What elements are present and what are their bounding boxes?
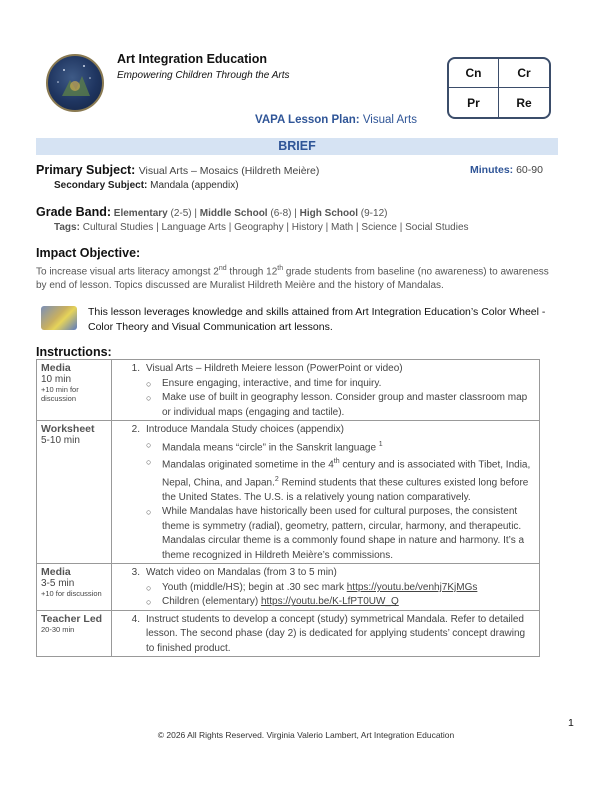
brief-banner: BRIEF [36,138,558,155]
step-text: Instruct students to develop a concept (study) symmetrical Mandala. Refer to detailed lesson. The second phase (day 2) is dedicated for applying students’ concept drawing to finished product. [146,613,526,654]
children-video-link[interactable]: https://youtu.be/K-LfPT0UW_Q [260,596,399,608]
table-row [37,360,540,421]
impact-text-3: grade students from baseline (no awareness) to awareness by end of lesson. Topics discussed are Muralist Hildreth Meière and the history of Mandalas. [36,266,549,292]
table-row [37,564,540,611]
bullet-text-part: Mandalas originated sometime in the 4 [162,459,334,471]
row-body [112,564,540,611]
row-type: Worksheet [41,423,95,435]
row-note: 20-30 min [41,624,75,634]
bullet-text [162,581,477,596]
secondary-value: Mandala (appendix) [150,180,239,191]
instructions-heading: Instructions: [36,345,112,359]
row-type: Media [41,566,71,579]
table-row [37,610,540,657]
bullet-icon: ○ [146,507,152,518]
org-title: Art Integration Education [117,52,267,66]
footnote-ref: 1 [378,440,383,448]
color-wheel-thumbnail [41,306,77,330]
tags [54,222,469,233]
row-duration: 5-10 min [41,435,80,446]
bullet-text-part: Youth (middle/HS); begin at .30 sec mark [162,581,347,593]
org-subtitle: Empowering Children Through the Arts [117,70,290,81]
plan-value: Visual Arts [362,114,417,126]
grade-elementary: Elementary [113,208,168,219]
bullet-text: Make use of built in geography lesson. Consider group and master classroom map or individual maps (engaging and tactile). [162,392,528,418]
tags-value: Cultural Studies | Language Arts | Geography | History | Math | Science | Social Studies [82,222,469,233]
lesson-plan-title [0,114,612,126]
primary-label: Primary Subject: [36,163,136,177]
minutes-label: Minutes: [470,164,514,176]
row-label [37,421,112,564]
ordinal-sup: th [333,458,340,466]
grade-middle: Middle School [199,208,268,219]
bullet-icon: ○ [146,597,152,608]
impact-text [36,262,556,293]
impact-sup-2: th [277,265,284,272]
row-body [112,421,540,564]
bullet-text [162,438,383,456]
secondary-label: Secondary Subject: [54,180,148,191]
minutes [470,164,543,176]
row-body [112,360,540,421]
row-body [112,610,540,657]
primary-subject [36,163,319,177]
footer-copyright: © 2026 All Rights Reserved. Virginia Valerio Lambert, Art Integration Education [157,730,455,740]
primary-value: Visual Arts – Mosaics (Hildreth Meière) [138,165,320,177]
bullet-text-part: Children (elementary) [162,596,261,608]
grade-elementary-range: (2-5) [170,208,192,219]
bullet-text-part: Remind students that these cultures existed long before the United States. The U.S. is a relatively young nation comparatively. [162,477,529,503]
impact-heading: Impact Objective: [36,246,141,260]
secondary-subject [54,180,239,191]
bullet-icon: ○ [146,378,152,389]
step-number: 1. [131,363,140,374]
row-type: Teacher Led [41,612,103,625]
plan-label: VAPA Lesson Plan: [255,114,360,126]
grade-high: High School [299,208,358,219]
bullet-text-part: century and is associated with Tibet, India, Nepal, China, and Japan. [162,459,531,489]
row-label [37,360,112,421]
tags-label: Tags: [54,222,80,233]
step-text: Introduce Mandala Study choices (appendix) [146,424,344,435]
grade-label: Grade Band: [36,205,112,219]
grade-middle-range: (6-8) [270,208,292,219]
step-number: 4. [131,613,140,625]
standard-re: Re [516,95,532,110]
impact-text-2: through 12 [226,266,278,278]
standard-pr: Pr [449,88,499,117]
minutes-value: 60-90 [516,164,543,176]
row-label [37,564,112,611]
organization-logo [46,54,104,112]
bullet-icon: ○ [146,439,152,450]
bullet-icon: ○ [146,582,152,593]
row-duration: 3-5 min [41,578,75,590]
grade-sep-1: | [194,208,198,219]
row-label [37,610,112,657]
row-note: +10 for discussion [41,589,102,599]
step-text: Watch video on Mandalas (from 3 to 5 min) [146,567,337,579]
bullet-icon: ○ [146,393,152,403]
impact-text-1: To increase visual arts literacy amongst 2 [36,266,219,278]
bullet-text-part: Mandala means “circle” in the Sanskrit language [162,441,379,453]
row-note: +10 min for discussion [41,385,79,403]
grade-sep-2: | [294,208,297,219]
step-text: Visual Arts – Hildreth Meiere lesson (PowerPoint or video) [146,363,403,374]
step-number: 2. [131,424,140,435]
row-duration: 10 min [41,374,72,385]
grade-band [36,205,387,219]
bullet-text [162,595,399,610]
impact-sup-1: nd [218,265,227,272]
table-row [37,421,540,564]
bullet-text [162,455,535,505]
step-number: 3. [131,567,140,579]
standards-grid [447,57,551,119]
bullet-text: While Mandalas have historically been used for cultural purposes, the consistent theme is symmetry (radial), geometry, pattern, circular, harmony, and therapeutic. Mandalas circular theme is a commonly found shape in nature and harmony. It’s a theme recognized in Hildreth Meière’s commissions. [162,506,525,561]
page-number: 1 [568,717,574,729]
leverage-note: This lesson leverages knowledge and skills attained from Art Integration Education’s Color Wheel - Color Theory and Visual Communication art lessons. [88,306,546,333]
footnote-ref: 2 [274,476,279,484]
standard-cn: Cn [449,59,499,88]
standard-cr: Cr [499,59,549,88]
youth-video-link[interactable]: https://youtu.be/venhj7KjMGs [346,581,478,593]
grade-high-range: (9-12) [360,208,388,219]
instructions-table [36,359,540,657]
bullet-icon: ○ [146,457,152,468]
bullet-text: Ensure engaging, interactive, and time for inquiry. [162,377,382,389]
row-type: Media [41,362,71,374]
